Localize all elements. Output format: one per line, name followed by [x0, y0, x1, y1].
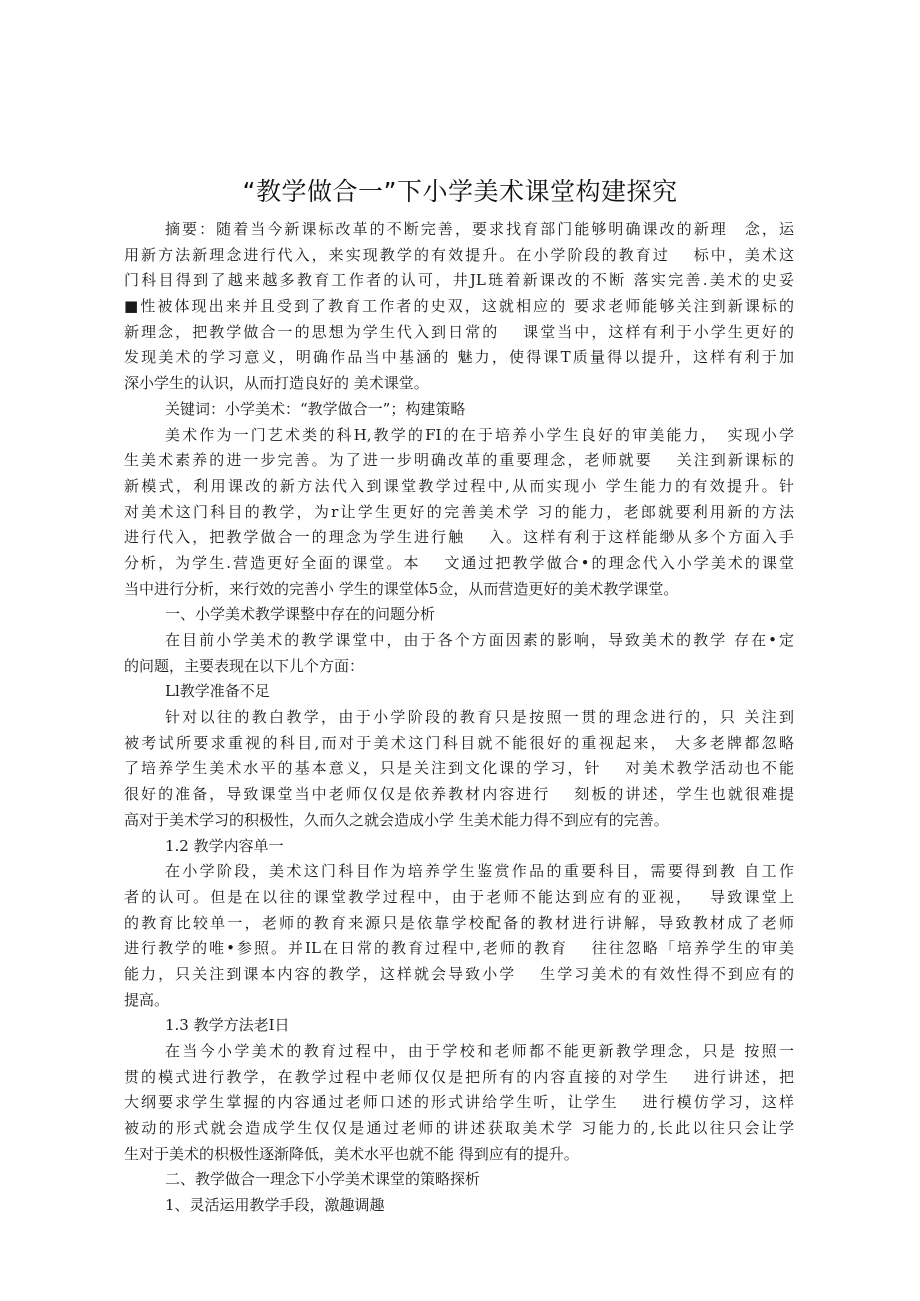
text-line: 在当今小学美术的教育过程中，由于学校和老师都不能更新教学理念，只是 按照一 [165, 1042, 794, 1060]
text-line: 1、灵活运用教学手段，激趣调趣 [165, 1196, 385, 1215]
text-line: 二、教学做合一理念下小学美术课堂的策略探析 [165, 1170, 481, 1189]
text-line: 新理念，把教学做合一的思想为学生代入到日常的 课堂当中，这样有利于小学生更好的 [124, 322, 794, 341]
text-line: 关键词：小学美术：“教学做合一”；构建策略 [165, 399, 466, 418]
text-line: 者的认可。但是在以往的课堂教学过程中，由于老师不能达到应有的亚视， 导致课堂上 [124, 887, 794, 906]
page-title: “教学做合一”下小学美术课堂构建探究 [242, 177, 678, 206]
text-line: 了培养学生美术水平的基本意义，只是关注到文化课的学习，针 对美术教学活动也不能 [124, 759, 794, 778]
text-line: 进行教学的唯•参照。并IL在日常的教育过程中,老师的教育 往往忽略「培养学生的审美 [124, 939, 794, 958]
text-line: 进行代入，把教学做合一的理念为学生进行触 入。这样有利于这样能缈从多个方面入手 [124, 528, 794, 547]
text-line: 被动的形式就会造成学生仅仅是通过老师的讲述获取美术学 习能力的,长此以往只会让学 [124, 1119, 794, 1138]
text-line: 美术作为一门艺术类的科H,教学的FI的在于培养小学生良好的审美能力， 实现小学 [165, 425, 794, 444]
text-line: 生对于美术的枳极性逐渐降低，美术水平也就不能 得到应有的提升。 [124, 1144, 579, 1163]
text-line: 深小学生的认识，从而打造良好的 美术课堂。 [124, 374, 429, 393]
text-line: 在目前小学美术的教学课堂中，由于各个方面因素的影响，导致美术的教学 存在•定 [165, 631, 794, 649]
article-body [124, 217, 794, 1219]
text-line: 摘要：随着当今新课标改革的不断完善，要求找育部门能够明确课改的新理 念，运 [165, 220, 794, 238]
text-line: 能力，只关注到课本内容的教学，这样就会导致小学 生学习美术的有效性得不到应有的 [124, 964, 794, 983]
text-line: 很好的准备，导致课堂当中老师仅仅是依养教材内容进行 刻板的讲述，学生也就很难提 [124, 785, 794, 804]
text-line: 新模式，利用课改的新方法代入到课堂教学过程中,从而实现小 学生能力的有效提升。针 [124, 476, 794, 495]
text-line: 的问题，主要表现在以下儿个方面： [124, 656, 365, 675]
text-line: 对美术这门科目的教学，为r让学生更好的完善美术学 习的能力，老郎就要利用新的方法 [124, 502, 794, 521]
text-line: 大纲要求学生掌握的内容通过老师口述的形式讲给学生听，让学生 进行模仿学习，这样 [124, 1093, 794, 1112]
text-line: 1.3 教学方法老I日 [165, 1016, 290, 1035]
text-line: 门科目得到了越来越多教育工作者的认可，井JL琏着新课改的不断 落实完善.美术的史妥 [124, 271, 794, 290]
text-line: 的教育比较单一，老师的教育来源只是依靠学校配备的教材进行讲解，导致教材成了老师 [124, 913, 794, 932]
text-line: 在小学阶段，美术这门科目作为培养学生鉴赏作品的重要科目，需要得到教 自工作 [165, 862, 794, 881]
text-line: Ll教学准备不足 [165, 682, 270, 701]
text-line: 提高。 [124, 990, 170, 1009]
text-line: 1.2 教学内容单一 [165, 836, 284, 855]
text-line: 贯的模式进行教学，在教学过程中老师仅仅是把所有的内容直接的对学生 进行讲述，把 [124, 1067, 794, 1086]
text-line: 被考试所要求重视的科目,而对于美术这门科目就不能很好的重视起来， 大多老牌都忽略 [124, 733, 794, 752]
text-line: 分析，为学生.营造更好全面的课堂。本 文通过把教学做合•的理念代入小学美术的课堂 [124, 553, 794, 572]
text-line: ■性被体现出来并且受到了教育工作者的史双，这就相应的 要求老师能够关注到新课标的 [124, 297, 794, 316]
text-line: 当中进行分析，来行效的完善小 学生的课堂体5佥，从而营造更好的美术教学课堂。 [124, 579, 679, 598]
text-line: 一、小学美术教学课整中存在的问题分析 [165, 605, 436, 624]
text-line: 用新方法新理念进行代入，来实现教学的有效提升。在小学阶段的教育过 标中，美术这 [124, 245, 794, 264]
text-line: 针对以往的教白教学，由于小学阶段的教育只是按照一贯的理念进行的，只 关注到 [165, 708, 794, 727]
text-line: 生美术素养的进一步完善。为了进一步明确改革的重要理念，老师就要 关注到新课标的 [124, 451, 794, 470]
text-line: 高对于美术学习的积极性，久而久之就会造成小学 生美术能力得不到应有的完善。 [124, 810, 669, 829]
text-line: 发现美术的学习意义，明确作品当中基涵的 魅力，使得课T质量得以提升，这样有利于加 [124, 348, 794, 367]
